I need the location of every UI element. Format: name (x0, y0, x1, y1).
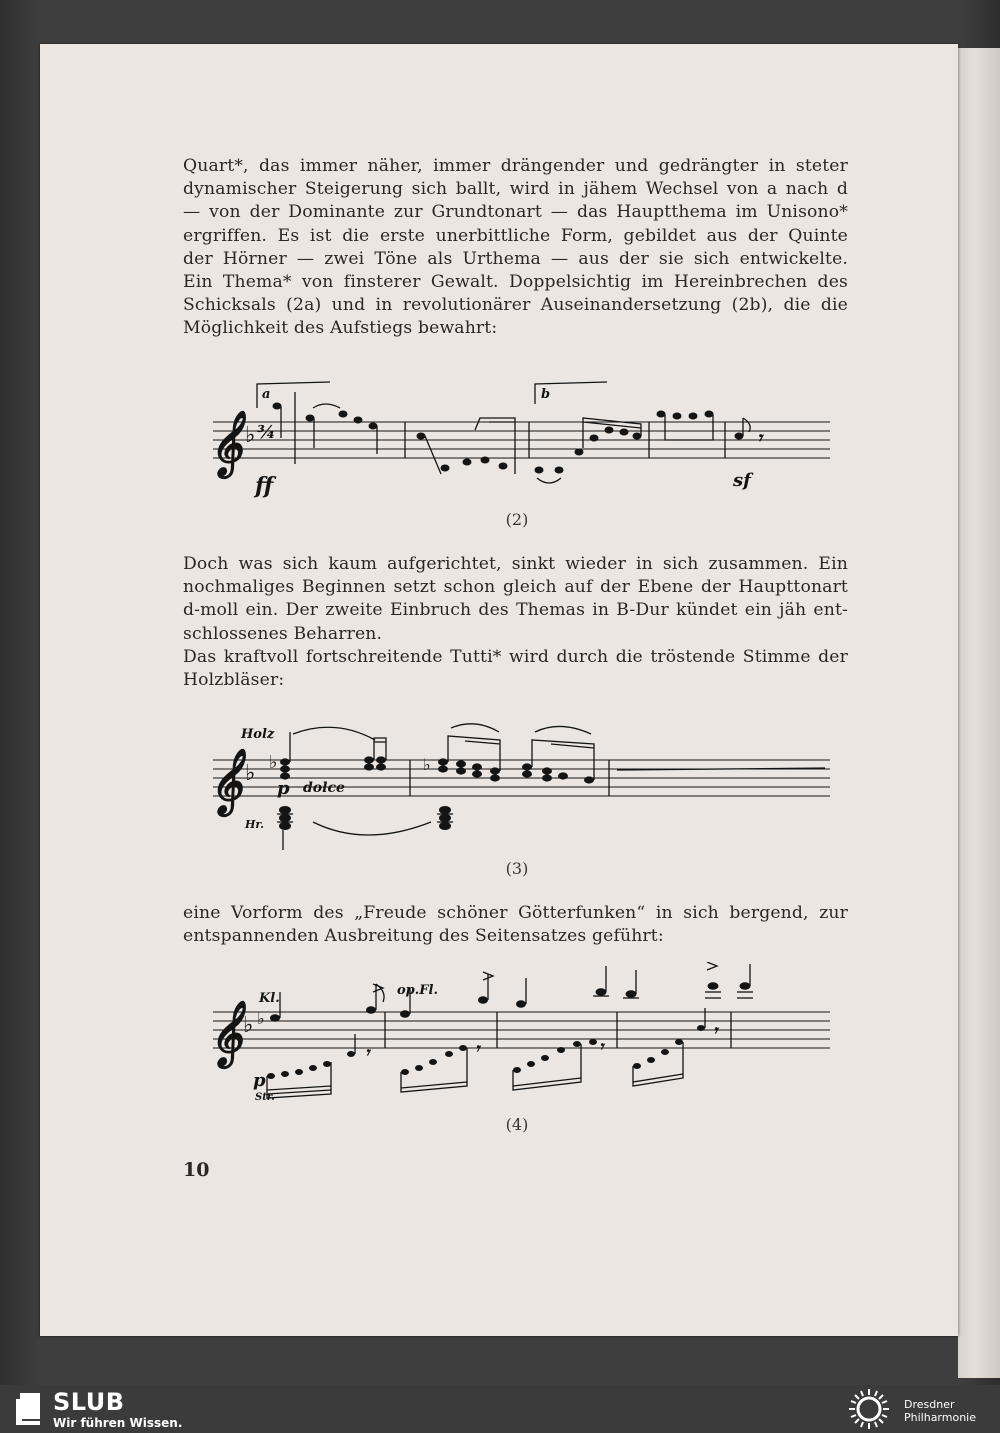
text-line: — von der Dominante zur Grundtonart — das Hauptthema im Unisono* (183, 202, 848, 223)
svg-text:♭: ♭ (269, 752, 278, 773)
expression-dolce: dolce (303, 780, 345, 796)
music-example-4 (205, 962, 835, 1112)
dynamic-ff: ff (255, 473, 274, 498)
paragraph-2 (183, 553, 848, 692)
music-example-3 (205, 722, 835, 852)
next-page-edge (958, 48, 1000, 1378)
page-number: 10 (183, 1159, 210, 1181)
text-line: entspannenden Ausbreitung des Seitensatzes geführt: (183, 926, 664, 947)
text-line: Holzbläser: (183, 670, 285, 691)
flat-icon: ♭ (243, 1012, 254, 1038)
svg-text:𝄾: 𝄾 (713, 1021, 718, 1040)
footer-bar (0, 1385, 1000, 1433)
dynamic-sf: sf (733, 470, 751, 491)
text-line: dynamischer Steigerung sich ballt, wird in jähem Wechsel von a nach d (183, 179, 848, 200)
partner-line-2: Philharmonie (904, 1411, 976, 1424)
note (306, 415, 315, 422)
paragraph-1 (183, 155, 848, 341)
text-line: der Hörner — zwei Töne als Urthema — aus der sie sich entwickelte. (183, 248, 848, 269)
partner-name[interactable] (904, 1398, 1000, 1424)
note (273, 403, 282, 410)
label-holz: Holz (241, 727, 275, 742)
svg-text:𝄾: 𝄾 (757, 428, 762, 449)
svg-text:𝄾: 𝄾 (365, 1043, 370, 1062)
music-example-2 (205, 378, 835, 498)
treble-clef-icon: 𝄞 (209, 1000, 243, 1066)
svg-text:𝄾: 𝄾 (599, 1037, 604, 1056)
dynamic-p: p (253, 1070, 266, 1091)
text-line: Möglichkeit des Aufstiegs bewahrt: (183, 318, 498, 339)
treble-clef-icon: 𝄞 (209, 748, 243, 814)
philharmonie-sun-icon[interactable] (842, 1387, 896, 1431)
text-line: schlossenes Beharren. (183, 623, 383, 644)
partner-line-1: Dresdner (904, 1398, 955, 1411)
example-2-caption: (2) (505, 510, 529, 529)
label-fl: op.Fl. (397, 983, 438, 998)
text-line: Das kraftvoll fortschreitende Tutti* wird durch die tröstende Stimme der (183, 646, 848, 667)
dynamic-p: p (277, 778, 290, 799)
text-line: Doch was sich kaum aufgerichtet, sinkt wieder in sich zusammen. Ein (183, 554, 848, 574)
staff (213, 1012, 830, 1048)
example-4-caption: (4) (505, 1115, 529, 1134)
mark-b: b (541, 387, 551, 402)
label-hr: Hr. (245, 818, 265, 831)
mark-a: a (262, 387, 271, 402)
text-line: d-moll ein. Der zweite Einbruch des Themas in B-Dur kündet ein jäh ent- (183, 600, 848, 621)
paragraph-3 (183, 902, 848, 948)
flat-icon: ♭ (245, 422, 256, 448)
text-line: Schicksals (2a) und in revolutionärer Auseinandersetzung (2b), die die (183, 295, 848, 316)
label-kl: Kl. (259, 991, 280, 1006)
slub-book-icon[interactable] (14, 1391, 44, 1427)
text-line: Quart*, das immer näher, immer drängender und gedrängter in steter (183, 156, 848, 176)
text-line: eine Vorform des „Freude schöner Götterfunken“ in sich bergend, zur (183, 903, 848, 923)
library-name[interactable]: SLUB (53, 1388, 125, 1416)
text-line: ergriffen. Es ist die erste unerbittliche Form, gebildet aus der Quinte (183, 225, 848, 246)
flat-icon: ♭ (245, 760, 256, 786)
label-str: Str. (255, 1092, 275, 1103)
svg-text:♭: ♭ (423, 755, 431, 774)
time-signature: ¾ (257, 422, 276, 443)
library-tagline: Wir führen Wissen. (53, 1416, 183, 1430)
treble-clef-icon: 𝄞 (209, 410, 243, 476)
svg-text:𝄾: 𝄾 (475, 1039, 480, 1058)
example-3-caption: (3) (505, 859, 529, 878)
text-line: nochmaliges Beginnen setzt schon gleich auf der Ebene der Haupttonart (183, 577, 848, 598)
staff (213, 422, 830, 458)
text-line: Ein Thema* von finsterer Gewalt. Doppelsichtig im Hereinbrechen des (183, 272, 848, 293)
svg-text:♭: ♭ (257, 1009, 265, 1028)
